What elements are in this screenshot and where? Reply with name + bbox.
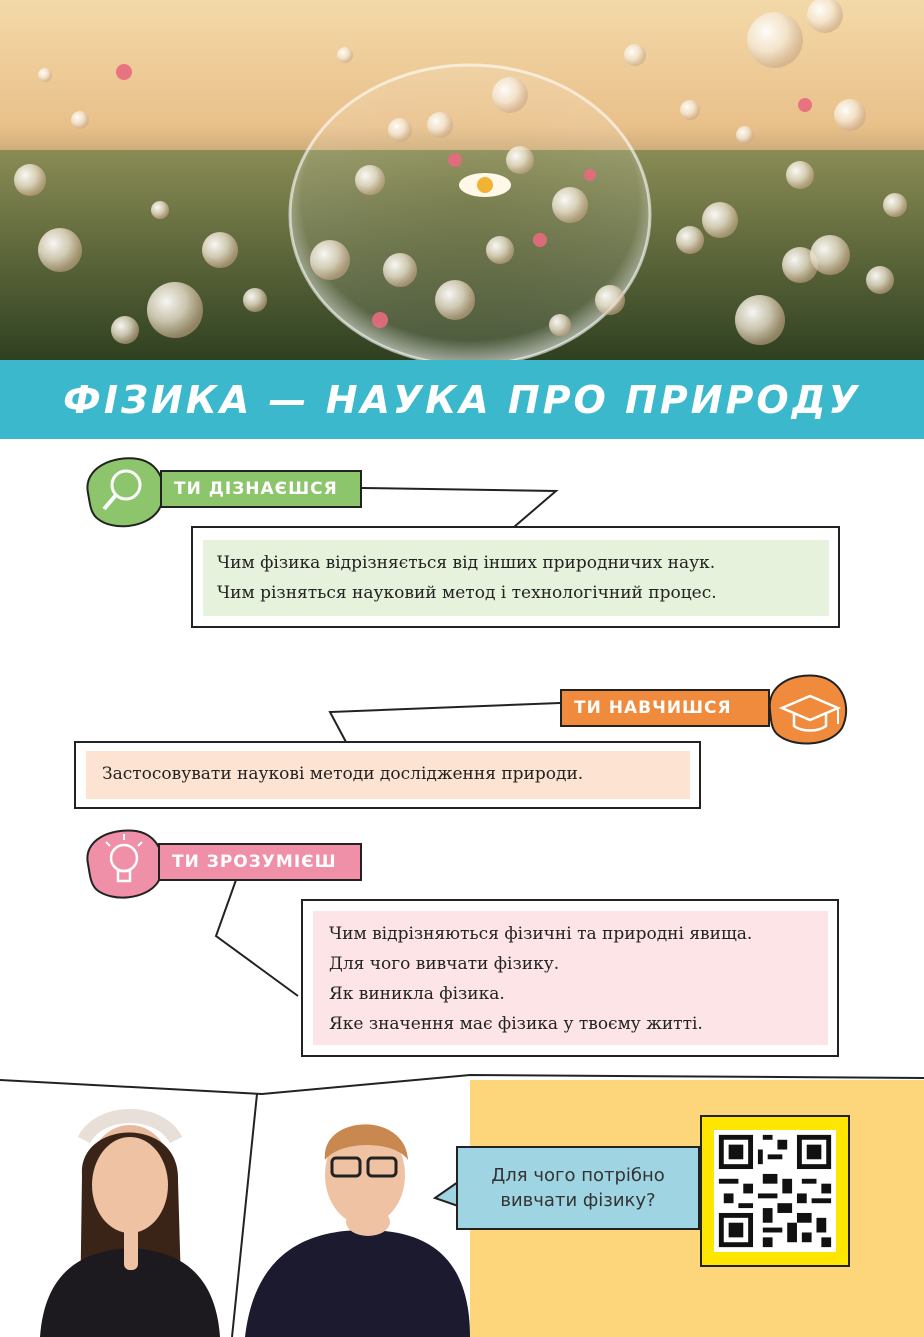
boy-illustration xyxy=(245,1124,470,1337)
qr-code[interactable] xyxy=(700,1115,850,1267)
tag-skill-label: ТИ НАВЧИШСЯ xyxy=(574,698,732,718)
graduation-cap-icon xyxy=(762,670,852,750)
girl-illustration xyxy=(40,1116,220,1337)
understand-content xyxy=(313,911,828,1045)
learn-line-2: Чим різняться науковий метод і технологічний процес. xyxy=(217,583,717,603)
learn-line-1: Чим фізика відрізняється від інших природничих наук. xyxy=(217,553,716,573)
tag-understand xyxy=(158,843,362,881)
skill-content xyxy=(86,751,690,799)
skill-box xyxy=(74,741,701,809)
understand-line-4: Яке значення має фізика у твоєму житті. xyxy=(329,1014,703,1034)
tag-learn xyxy=(160,470,362,508)
understand-box xyxy=(301,899,839,1057)
lightbulb-icon xyxy=(78,826,168,900)
page-title: ФІЗИКА — НАУКА ПРО ПРИРОДУ xyxy=(63,377,861,422)
question-line-1: Для чого потрібно xyxy=(491,1165,665,1186)
magnifier-icon xyxy=(78,453,168,529)
understand-line-3: Як виникла фізика. xyxy=(329,984,505,1004)
understand-line-2: Для чого вивчати фізику. xyxy=(329,954,560,974)
skill-line-1: Застосовувати наукові методи дослідження природи. xyxy=(102,764,584,784)
understand-line-1: Чим відрізняються фізичні та природні явища. xyxy=(329,924,753,944)
tag-understand-label: ТИ ЗРОЗУМІЄШ xyxy=(172,852,337,872)
question-bubble xyxy=(456,1146,700,1230)
learn-content xyxy=(203,540,829,616)
question-line-2: вивчати фізику? xyxy=(500,1190,656,1211)
qr-code-icon xyxy=(714,1129,836,1253)
tag-learn-label: ТИ ДІЗНАЄШСЯ xyxy=(174,479,338,499)
learn-box xyxy=(191,526,840,628)
tag-skill xyxy=(560,689,770,727)
